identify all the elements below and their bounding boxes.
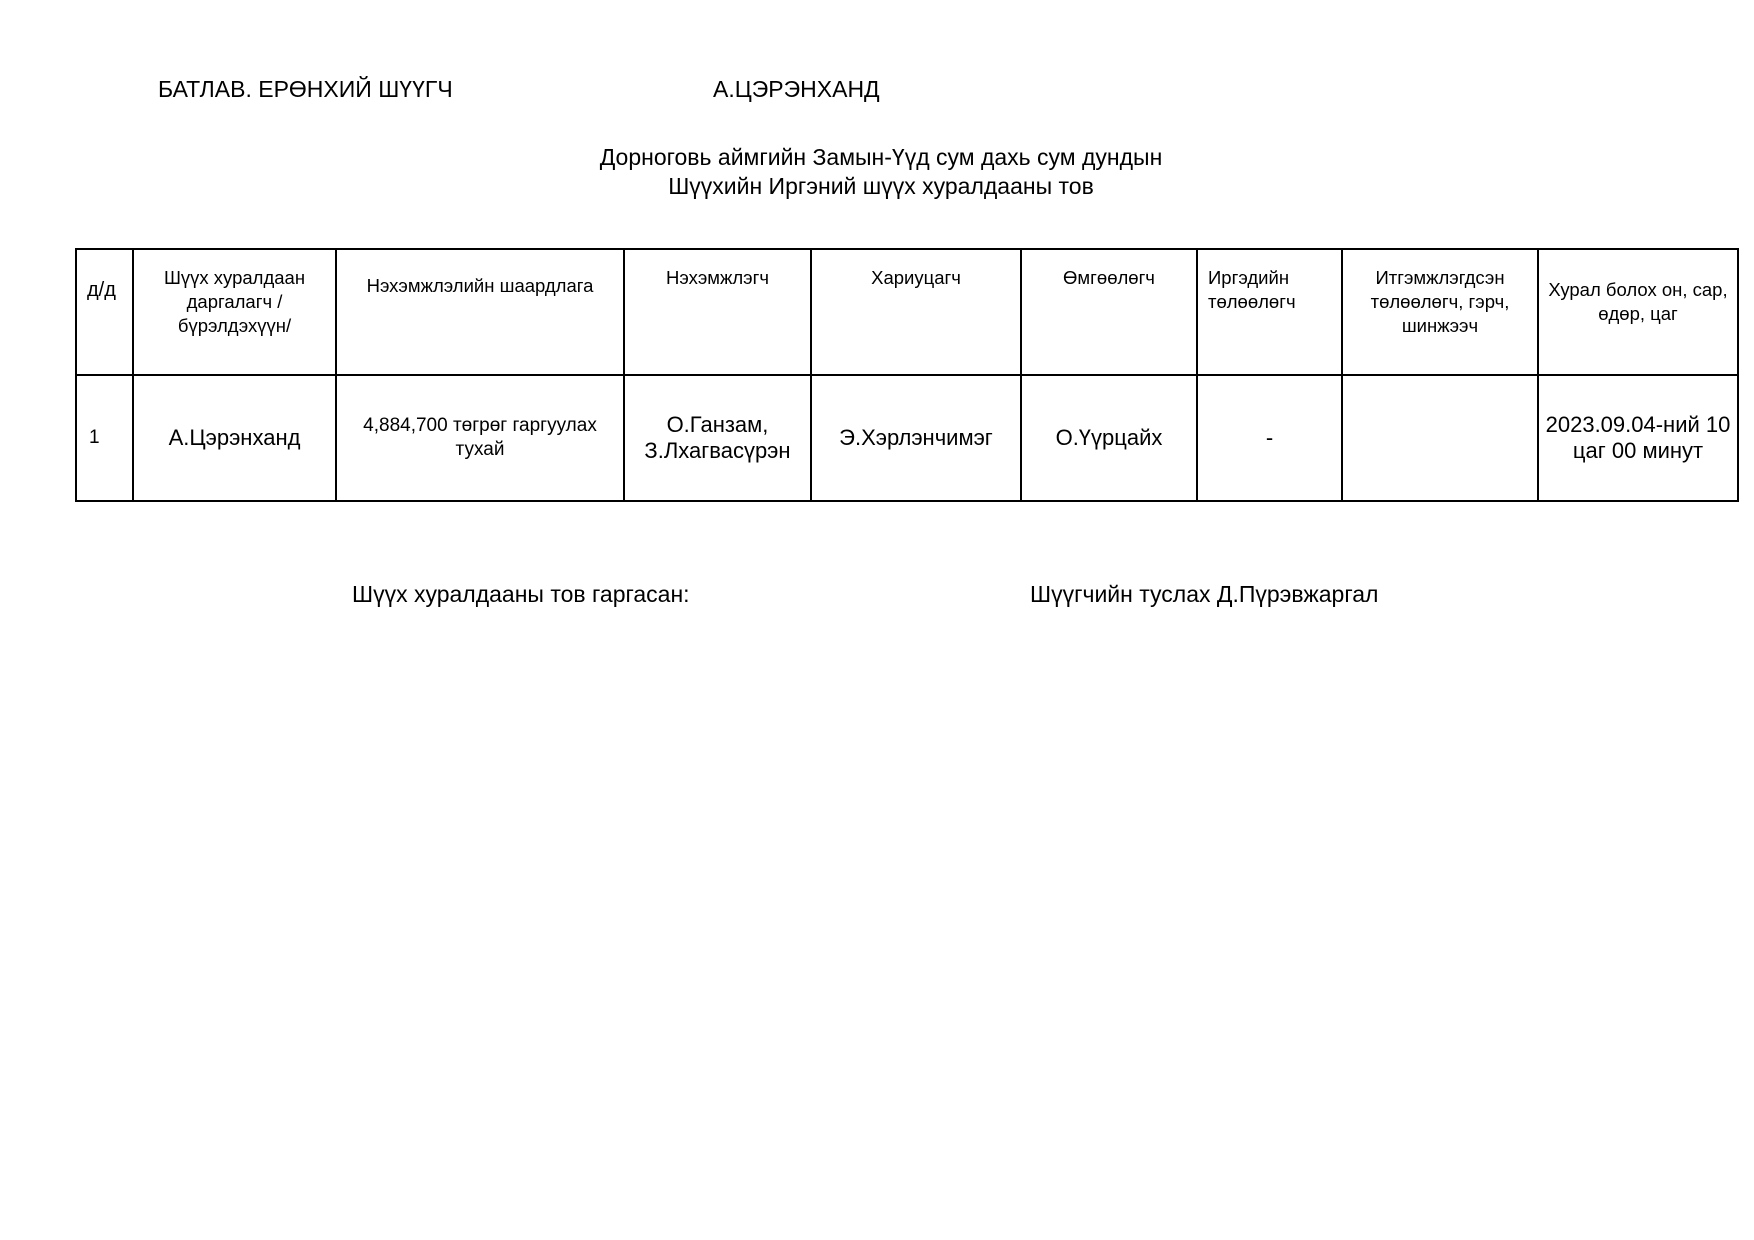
header-number: д/д	[76, 249, 133, 375]
cell-datetime: 2023.09.04-ний 10 цаг 00 минут	[1538, 375, 1738, 501]
header-plaintiff: Нэхэмжлэгч	[624, 249, 811, 375]
table-header-row	[76, 249, 1738, 375]
schedule-issuer-label: Шүүх хуралдааны тов гаргасан:	[352, 581, 690, 607]
cell-lawyer: О.Үүрцайх	[1021, 375, 1197, 501]
schedule-issuer-name: Шүүгчийн туслах Д.Пүрэвжаргал	[1030, 581, 1379, 607]
header-defendant: Хариуцагч	[811, 249, 1021, 375]
cell-plaintiff: О.Ганзам, З.Лхагвасүрэн	[624, 375, 811, 501]
header-presiding: Шүүх хуралдаан даргалагч /бүрэлдэхүүн/	[133, 249, 336, 375]
cell-citizen-rep: -	[1197, 375, 1342, 501]
header-citizen-rep: Иргэдийн төлөөлөгч	[1197, 249, 1342, 375]
header-lawyer: Өмгөөлөгч	[1021, 249, 1197, 375]
header-claim: Нэхэмжлэлийн шаардлага	[336, 249, 624, 375]
header-datetime: Хурал болох он, сар, өдөр, цаг	[1538, 249, 1738, 375]
hearing-schedule-table	[75, 248, 1739, 502]
cell-number: 1	[76, 375, 133, 501]
header-representative: Итгэмжлэгдсэн төлөөлөгч, гэрч, шинжээч	[1342, 249, 1538, 375]
document-title	[0, 143, 1754, 201]
approval-label: БАТЛАВ. ЕРӨНХИЙ ШҮҮГЧ	[158, 76, 453, 102]
title-line-2: Шүүхийн Иргэний шүүх хуралдааны тов	[668, 173, 1094, 199]
cell-claim: 4,884,700 төгрөг гаргуулах тухай	[336, 375, 624, 501]
cell-defendant: Э.Хэрлэнчимэг	[811, 375, 1021, 501]
cell-presiding: А.Цэрэнханд	[133, 375, 336, 501]
table-row	[76, 375, 1738, 501]
approver-name: А.ЦЭРЭНХАНД	[713, 76, 880, 102]
title-line-1: Дорноговь аймгийн Замын-Үүд сум дахь сум дундын	[599, 144, 1163, 170]
cell-representative	[1342, 375, 1538, 501]
